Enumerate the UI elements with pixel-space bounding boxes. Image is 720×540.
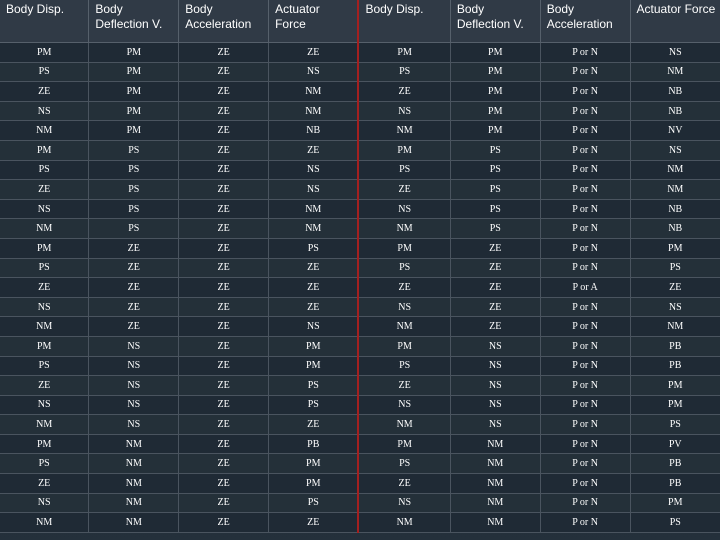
cell-body-disp: PM bbox=[358, 140, 450, 160]
header-actuator-force: Actuator Force bbox=[269, 0, 359, 43]
cell-body-disp: PS bbox=[0, 258, 89, 278]
cell-actuator-force: NM bbox=[630, 317, 720, 337]
cell-body-disp: ZE bbox=[358, 82, 450, 102]
cell-body-acceleration: P or N bbox=[540, 199, 630, 219]
cell-body-deflection-v: PS bbox=[89, 199, 179, 219]
cell-body-deflection-v: NM bbox=[450, 513, 540, 533]
cell-actuator-force: PM bbox=[630, 376, 720, 396]
cell-body-acceleration: P or N bbox=[540, 454, 630, 474]
table-row bbox=[0, 180, 720, 200]
header-body-disp: Body Disp. bbox=[0, 0, 89, 43]
cell-body-deflection-v: PM bbox=[89, 121, 179, 141]
cell-actuator-force: NS bbox=[269, 160, 359, 180]
cell-body-deflection-v: ZE bbox=[89, 317, 179, 337]
cell-actuator-force: ZE bbox=[630, 278, 720, 298]
cell-actuator-force: PM bbox=[269, 356, 359, 376]
cell-actuator-force: ZE bbox=[269, 140, 359, 160]
header-actuator-force: Actuator Force bbox=[630, 0, 720, 43]
cell-actuator-force: NB bbox=[630, 199, 720, 219]
cell-actuator-force: NS bbox=[269, 62, 359, 82]
cell-body-disp: PS bbox=[358, 454, 450, 474]
cell-body-disp: PS bbox=[0, 160, 89, 180]
cell-body-disp: PM bbox=[358, 336, 450, 356]
cell-body-deflection-v: NM bbox=[450, 434, 540, 454]
cell-actuator-force: PM bbox=[630, 238, 720, 258]
cell-body-disp: NM bbox=[358, 317, 450, 337]
table-row bbox=[0, 336, 720, 356]
cell-body-acceleration: ZE bbox=[179, 336, 269, 356]
table-row bbox=[0, 82, 720, 102]
cell-body-acceleration: P or N bbox=[540, 238, 630, 258]
cell-body-disp: NS bbox=[0, 199, 89, 219]
cell-body-deflection-v: NS bbox=[89, 356, 179, 376]
table-row bbox=[0, 238, 720, 258]
cell-actuator-force: PS bbox=[630, 415, 720, 435]
cell-body-deflection-v: ZE bbox=[89, 258, 179, 278]
cell-body-acceleration: P or N bbox=[540, 474, 630, 494]
table-body bbox=[0, 43, 720, 533]
cell-body-disp: PM bbox=[0, 336, 89, 356]
cell-actuator-force: NS bbox=[269, 180, 359, 200]
cell-actuator-force: NS bbox=[269, 317, 359, 337]
table-row bbox=[0, 356, 720, 376]
cell-body-disp: NM bbox=[0, 415, 89, 435]
cell-body-disp: ZE bbox=[0, 474, 89, 494]
cell-body-acceleration: P or N bbox=[540, 415, 630, 435]
cell-body-acceleration: P or N bbox=[540, 140, 630, 160]
cell-body-acceleration: ZE bbox=[179, 199, 269, 219]
cell-body-acceleration: P or N bbox=[540, 317, 630, 337]
cell-body-acceleration: ZE bbox=[179, 82, 269, 102]
cell-actuator-force: ZE bbox=[269, 415, 359, 435]
cell-body-deflection-v: PM bbox=[450, 101, 540, 121]
table-row bbox=[0, 454, 720, 474]
cell-body-disp: NM bbox=[0, 513, 89, 533]
cell-body-disp: ZE bbox=[358, 474, 450, 494]
cell-body-disp: NS bbox=[0, 395, 89, 415]
table-row bbox=[0, 219, 720, 239]
cell-actuator-force: PM bbox=[269, 474, 359, 494]
cell-actuator-force: NS bbox=[630, 140, 720, 160]
cell-body-acceleration: ZE bbox=[179, 180, 269, 200]
table-row bbox=[0, 199, 720, 219]
cell-body-acceleration: P or N bbox=[540, 82, 630, 102]
cell-body-disp: NS bbox=[0, 297, 89, 317]
cell-body-deflection-v: ZE bbox=[450, 258, 540, 278]
cell-body-acceleration: ZE bbox=[179, 415, 269, 435]
cell-body-disp: NS bbox=[358, 395, 450, 415]
cell-body-disp: ZE bbox=[358, 180, 450, 200]
cell-body-disp: NS bbox=[0, 493, 89, 513]
header-body-disp: Body Disp. bbox=[358, 0, 450, 43]
cell-body-disp: PS bbox=[358, 62, 450, 82]
cell-body-disp: PS bbox=[0, 62, 89, 82]
table-row bbox=[0, 395, 720, 415]
cell-actuator-force: PB bbox=[630, 474, 720, 494]
cell-actuator-force: NM bbox=[269, 82, 359, 102]
cell-body-acceleration: ZE bbox=[179, 278, 269, 298]
cell-body-disp: PM bbox=[0, 434, 89, 454]
cell-actuator-force: PS bbox=[269, 376, 359, 396]
cell-body-deflection-v: NS bbox=[89, 336, 179, 356]
cell-body-deflection-v: PS bbox=[450, 199, 540, 219]
cell-actuator-force: PS bbox=[630, 258, 720, 278]
cell-body-disp: PM bbox=[358, 434, 450, 454]
cell-body-acceleration: ZE bbox=[179, 121, 269, 141]
cell-body-disp: PM bbox=[0, 140, 89, 160]
cell-body-disp: ZE bbox=[0, 376, 89, 396]
cell-body-acceleration: ZE bbox=[179, 219, 269, 239]
table-row bbox=[0, 493, 720, 513]
cell-body-deflection-v: NM bbox=[450, 474, 540, 494]
table-row bbox=[0, 513, 720, 533]
cell-body-acceleration: P or N bbox=[540, 121, 630, 141]
cell-body-disp: ZE bbox=[0, 82, 89, 102]
cell-body-acceleration: P or N bbox=[540, 356, 630, 376]
cell-body-disp: ZE bbox=[0, 180, 89, 200]
cell-body-acceleration: P or N bbox=[540, 219, 630, 239]
cell-actuator-force: PM bbox=[269, 336, 359, 356]
cell-body-disp: NM bbox=[0, 121, 89, 141]
header-row bbox=[0, 0, 720, 43]
cell-actuator-force: PB bbox=[630, 336, 720, 356]
cell-body-acceleration: ZE bbox=[179, 297, 269, 317]
cell-body-disp: NM bbox=[358, 219, 450, 239]
cell-body-disp: NS bbox=[0, 101, 89, 121]
cell-actuator-force: PB bbox=[269, 434, 359, 454]
cell-body-deflection-v: PS bbox=[89, 180, 179, 200]
header-body-deflection-v: Body Deflection V. bbox=[89, 0, 179, 43]
cell-body-deflection-v: PM bbox=[450, 62, 540, 82]
cell-body-deflection-v: PS bbox=[450, 219, 540, 239]
cell-body-acceleration: P or N bbox=[540, 493, 630, 513]
cell-actuator-force: NS bbox=[630, 43, 720, 63]
cell-actuator-force: PV bbox=[630, 434, 720, 454]
cell-body-disp: NS bbox=[358, 101, 450, 121]
table-row bbox=[0, 101, 720, 121]
cell-body-deflection-v: PM bbox=[89, 43, 179, 63]
cell-actuator-force: PS bbox=[269, 395, 359, 415]
cell-body-acceleration: ZE bbox=[179, 493, 269, 513]
cell-body-acceleration: P or N bbox=[540, 395, 630, 415]
cell-body-disp: NM bbox=[0, 219, 89, 239]
cell-body-disp: NM bbox=[358, 121, 450, 141]
cell-body-deflection-v: NM bbox=[89, 513, 179, 533]
table-header bbox=[0, 0, 720, 43]
cell-body-acceleration: ZE bbox=[179, 140, 269, 160]
cell-body-disp: ZE bbox=[358, 278, 450, 298]
cell-body-acceleration: ZE bbox=[179, 513, 269, 533]
cell-body-disp: PM bbox=[0, 238, 89, 258]
cell-body-deflection-v: NS bbox=[89, 376, 179, 396]
cell-body-deflection-v: NM bbox=[89, 434, 179, 454]
cell-actuator-force: NM bbox=[269, 199, 359, 219]
cell-body-deflection-v: PM bbox=[89, 82, 179, 102]
cell-body-acceleration: P or N bbox=[540, 43, 630, 63]
cell-actuator-force: ZE bbox=[269, 297, 359, 317]
table-row bbox=[0, 43, 720, 63]
cell-body-acceleration: P or N bbox=[540, 258, 630, 278]
header-body-acceleration: Body Acceleration bbox=[179, 0, 269, 43]
cell-body-deflection-v: PM bbox=[450, 82, 540, 102]
table-row bbox=[0, 434, 720, 454]
table-row bbox=[0, 121, 720, 141]
cell-body-acceleration: P or N bbox=[540, 297, 630, 317]
cell-body-deflection-v: ZE bbox=[89, 278, 179, 298]
cell-actuator-force: ZE bbox=[269, 43, 359, 63]
cell-body-deflection-v: ZE bbox=[89, 238, 179, 258]
table-row bbox=[0, 62, 720, 82]
cell-actuator-force: NB bbox=[630, 219, 720, 239]
cell-body-disp: PS bbox=[358, 258, 450, 278]
cell-actuator-force: PM bbox=[630, 493, 720, 513]
cell-body-disp: ZE bbox=[0, 278, 89, 298]
cell-body-deflection-v: PM bbox=[450, 43, 540, 63]
cell-body-deflection-v: NM bbox=[89, 493, 179, 513]
cell-body-acceleration: ZE bbox=[179, 454, 269, 474]
table-row bbox=[0, 317, 720, 337]
cell-body-deflection-v: PS bbox=[450, 180, 540, 200]
cell-body-deflection-v: ZE bbox=[450, 297, 540, 317]
cell-body-deflection-v: ZE bbox=[450, 238, 540, 258]
table-row bbox=[0, 258, 720, 278]
cell-body-deflection-v: NS bbox=[89, 415, 179, 435]
cell-body-disp: PS bbox=[358, 160, 450, 180]
cell-body-acceleration: ZE bbox=[179, 356, 269, 376]
cell-body-disp: NS bbox=[358, 199, 450, 219]
cell-actuator-force: PM bbox=[269, 454, 359, 474]
cell-body-acceleration: ZE bbox=[179, 238, 269, 258]
cell-actuator-force: PS bbox=[269, 493, 359, 513]
cell-body-acceleration: P or N bbox=[540, 180, 630, 200]
cell-actuator-force: NV bbox=[630, 121, 720, 141]
table-row bbox=[0, 376, 720, 396]
cell-body-acceleration: P or N bbox=[540, 160, 630, 180]
cell-body-deflection-v: NS bbox=[450, 356, 540, 376]
cell-body-deflection-v: PS bbox=[450, 160, 540, 180]
cell-body-deflection-v: NS bbox=[450, 415, 540, 435]
cell-body-disp: PS bbox=[0, 356, 89, 376]
cell-body-deflection-v: NM bbox=[450, 454, 540, 474]
cell-actuator-force: PB bbox=[630, 356, 720, 376]
cell-actuator-force: PM bbox=[630, 395, 720, 415]
cell-body-deflection-v: NS bbox=[89, 395, 179, 415]
cell-body-deflection-v: NS bbox=[450, 336, 540, 356]
cell-body-acceleration: P or N bbox=[540, 336, 630, 356]
cell-body-deflection-v: PS bbox=[89, 160, 179, 180]
cell-body-acceleration: ZE bbox=[179, 474, 269, 494]
cell-body-acceleration: P or N bbox=[540, 513, 630, 533]
cell-body-acceleration: ZE bbox=[179, 434, 269, 454]
cell-body-deflection-v: NM bbox=[89, 454, 179, 474]
cell-body-disp: NM bbox=[358, 415, 450, 435]
cell-body-deflection-v: NM bbox=[89, 474, 179, 494]
cell-body-disp: PM bbox=[358, 43, 450, 63]
cell-body-acceleration: ZE bbox=[179, 101, 269, 121]
cell-body-acceleration: P or N bbox=[540, 376, 630, 396]
cell-actuator-force: NM bbox=[630, 160, 720, 180]
cell-body-disp: NM bbox=[358, 513, 450, 533]
cell-actuator-force: PB bbox=[630, 454, 720, 474]
cell-body-deflection-v: ZE bbox=[450, 278, 540, 298]
table-row bbox=[0, 278, 720, 298]
cell-body-disp: PM bbox=[358, 238, 450, 258]
table-row bbox=[0, 415, 720, 435]
cell-actuator-force: NM bbox=[630, 180, 720, 200]
cell-body-deflection-v: ZE bbox=[450, 317, 540, 337]
header-body-acceleration: Body Acceleration bbox=[540, 0, 630, 43]
cell-body-disp: PM bbox=[0, 43, 89, 63]
cell-body-disp: NS bbox=[358, 493, 450, 513]
cell-body-acceleration: ZE bbox=[179, 62, 269, 82]
cell-actuator-force: NB bbox=[630, 82, 720, 102]
cell-actuator-force: NB bbox=[630, 101, 720, 121]
cell-body-deflection-v: PS bbox=[89, 140, 179, 160]
cell-body-disp: NM bbox=[0, 317, 89, 337]
cell-body-deflection-v: NS bbox=[450, 376, 540, 396]
table-row bbox=[0, 474, 720, 494]
cell-actuator-force: NS bbox=[630, 297, 720, 317]
cell-body-deflection-v: PS bbox=[450, 140, 540, 160]
table-row bbox=[0, 160, 720, 180]
cell-body-deflection-v: ZE bbox=[89, 297, 179, 317]
cell-body-acceleration: ZE bbox=[179, 258, 269, 278]
cell-body-disp: PS bbox=[0, 454, 89, 474]
cell-body-deflection-v: PS bbox=[89, 219, 179, 239]
cell-actuator-force: NB bbox=[269, 121, 359, 141]
table-row bbox=[0, 140, 720, 160]
cell-actuator-force: ZE bbox=[269, 258, 359, 278]
cell-body-deflection-v: NM bbox=[450, 493, 540, 513]
cell-body-deflection-v: NS bbox=[450, 395, 540, 415]
cell-body-disp: PS bbox=[358, 356, 450, 376]
table-row bbox=[0, 297, 720, 317]
cell-actuator-force: NM bbox=[269, 219, 359, 239]
cell-body-acceleration: ZE bbox=[179, 43, 269, 63]
cell-actuator-force: NM bbox=[269, 101, 359, 121]
cell-body-acceleration: P or A bbox=[540, 278, 630, 298]
cell-body-disp: NS bbox=[358, 297, 450, 317]
cell-actuator-force: ZE bbox=[269, 278, 359, 298]
cell-actuator-force: NM bbox=[630, 62, 720, 82]
cell-body-acceleration: ZE bbox=[179, 317, 269, 337]
cell-body-acceleration: ZE bbox=[179, 160, 269, 180]
cell-body-acceleration: P or N bbox=[540, 101, 630, 121]
cell-body-deflection-v: PM bbox=[89, 101, 179, 121]
cell-body-deflection-v: PM bbox=[450, 121, 540, 141]
header-body-deflection-v: Body Deflection V. bbox=[450, 0, 540, 43]
cell-body-acceleration: ZE bbox=[179, 395, 269, 415]
cell-body-acceleration: ZE bbox=[179, 376, 269, 396]
cell-body-deflection-v: PM bbox=[89, 62, 179, 82]
cell-body-acceleration: P or N bbox=[540, 62, 630, 82]
cell-body-acceleration: P or N bbox=[540, 434, 630, 454]
cell-actuator-force: PS bbox=[269, 238, 359, 258]
cell-actuator-force: PS bbox=[630, 513, 720, 533]
cell-body-disp: ZE bbox=[358, 376, 450, 396]
cell-actuator-force: ZE bbox=[269, 513, 359, 533]
